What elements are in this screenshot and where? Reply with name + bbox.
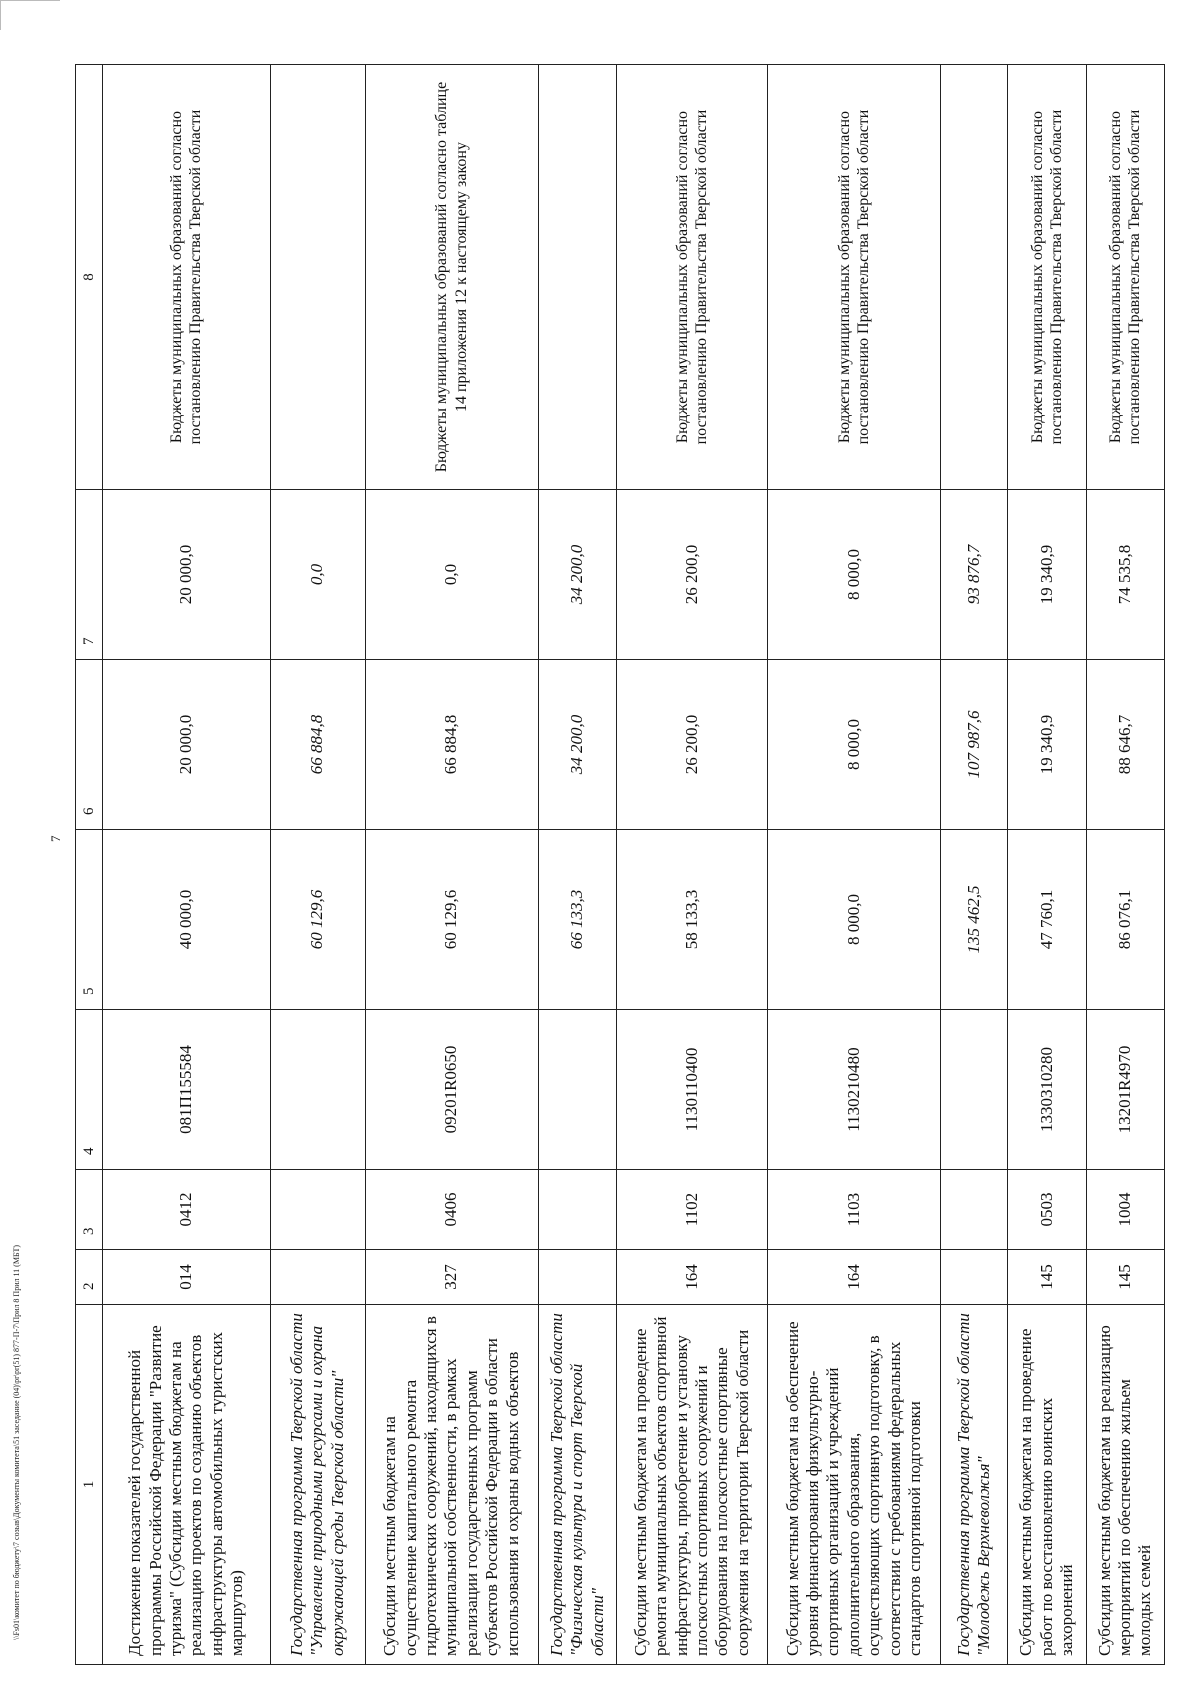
header-col5: 5 (76, 830, 103, 1010)
row-col4 (538, 1010, 616, 1170)
row-description: Субсидии местным бюджетам на реализацию мероприятий по обеспечению жильем молодых семей (1086, 1305, 1164, 1665)
row-col5: 66 133,3 (538, 830, 616, 1010)
header-col7: 7 (76, 490, 103, 660)
row-col7: 0,0 (270, 490, 365, 660)
table-row (1008, 65, 1086, 1665)
budget-table (75, 64, 1165, 1665)
table-row (617, 65, 768, 1665)
row-col2: 164 (767, 1250, 940, 1305)
row-description: Государственная программа Тверской области "Физическая культура и спорт Тверской области" (538, 1305, 616, 1665)
row-col3 (941, 1170, 1008, 1250)
row-col7: 93 876,7 (941, 490, 1008, 660)
table-row (103, 65, 271, 1665)
header-col8: 8 (76, 65, 103, 490)
row-col3: 1103 (767, 1170, 940, 1250)
row-col6: 66 884,8 (365, 660, 538, 830)
row-col2: 014 (103, 1250, 271, 1305)
row-col2 (270, 1250, 365, 1305)
row-col2: 327 (365, 1250, 538, 1305)
row-col3 (538, 1170, 616, 1250)
row-col2 (538, 1250, 616, 1305)
row-col6: 88 646,7 (1086, 660, 1164, 830)
row-col4: 09201R0650 (365, 1010, 538, 1170)
row-description: Субсидии местным бюджетам на проведение ремонта муниципальных объектов спортивной инфраструктуры, приобретение и установку плоскостных спортивных сооружений и оборудования на плоскостные спортивные сооружения на территории Тверской области (617, 1305, 768, 1665)
table-row (767, 65, 940, 1665)
table-row (270, 65, 365, 1665)
row-col7: 20 000,0 (103, 490, 271, 660)
header-col1: 1 (76, 1305, 103, 1665)
table-row (1086, 65, 1164, 1665)
header-col4: 4 (76, 1010, 103, 1170)
row-col5: 47 760,1 (1008, 830, 1086, 1010)
row-recipient (270, 65, 365, 490)
row-recipient: Бюджеты муниципальных образований согласно постановлению Правительства Тверской области (1086, 65, 1164, 490)
row-col4: 1330310280 (1008, 1010, 1086, 1170)
row-col5: 86 076,1 (1086, 830, 1164, 1010)
row-col6: 26 200,0 (617, 660, 768, 830)
row-recipient: Бюджеты муниципальных образований согласно постановлению Правительства Тверской области (103, 65, 271, 490)
row-col6: 20 000,0 (103, 660, 271, 830)
row-recipient (941, 65, 1008, 490)
row-recipient: Бюджеты муниципальных образований согласно таблице 14 приложения 12 к настоящему закону (365, 65, 538, 490)
row-col3: 0503 (1008, 1170, 1086, 1250)
row-col4: 1130110400 (617, 1010, 768, 1170)
footer-file-path: \\Fs01\комитет по бюджету\7 созыв\Документы комитета\51 заседание (04)\pr\pr(51) 877-П-7\Прил 8 Прил 11 (МБТ) (12, 1244, 21, 1640)
header-row (76, 65, 103, 1665)
row-description: Субсидии местным бюджетам на осуществление капитального ремонта гидротехнических сооружений, находящихся в муниципальной собственности, в рамках реализации государственных программ субъектов Российской Федерации в области использования и охраны водных объектов (365, 1305, 538, 1665)
row-col6: 34 200,0 (538, 660, 616, 830)
row-col7: 26 200,0 (617, 490, 768, 660)
row-col4 (941, 1010, 1008, 1170)
header-col2: 2 (76, 1250, 103, 1305)
row-col6: 66 884,8 (270, 660, 365, 830)
row-recipient: Бюджеты муниципальных образований согласно постановлению Правительства Тверской области (1008, 65, 1086, 490)
row-col3: 0412 (103, 1170, 271, 1250)
row-description: Государственная программа Тверской области "Управление природными ресурсами и охрана окружающей среды Тверской области" (270, 1305, 365, 1665)
row-col7: 8 000,0 (767, 490, 940, 660)
row-col4: 1130210480 (767, 1010, 940, 1170)
row-recipient: Бюджеты муниципальных образований согласно постановлению Правительства Тверской области (767, 65, 940, 490)
row-recipient: Бюджеты муниципальных образований согласно постановлению Правительства Тверской области (617, 65, 768, 490)
row-col3: 0406 (365, 1170, 538, 1250)
row-col2: 145 (1086, 1250, 1164, 1305)
row-col5: 8 000,0 (767, 830, 940, 1010)
row-col5: 135 462,5 (941, 830, 1008, 1010)
row-description: Субсидии местным бюджетам на обеспечение уровня финансирования физкультурно-спортивных организаций и учреждений дополнительного образования, осуществляющих спортивную подготовку, в соответствии с требованиями федеральных стандартов спортивной подготовки (767, 1305, 940, 1665)
row-col4: 081П155584 (103, 1010, 271, 1170)
row-col7: 19 340,9 (1008, 490, 1086, 660)
row-col2: 164 (617, 1250, 768, 1305)
row-col7: 74 535,8 (1086, 490, 1164, 660)
table-row (365, 65, 538, 1665)
row-description: Субсидии местным бюджетам на проведение работ по восстановлению воинских захоронений (1008, 1305, 1086, 1665)
row-col5: 58 133,3 (617, 830, 768, 1010)
row-col5: 60 129,6 (270, 830, 365, 1010)
row-col3: 1102 (617, 1170, 768, 1250)
page-number: 7 (48, 835, 63, 842)
row-col5: 40 000,0 (103, 830, 271, 1010)
row-description: Достижение показателей государственной программы Российской Федерации "Развитие туризма" (Субсидии местным бюджетам на реализацию проектов по созданию объектов инфраструктуры автомобильных туристских маршрутов) (103, 1305, 271, 1665)
row-col5: 60 129,6 (365, 830, 538, 1010)
table-row (941, 65, 1008, 1665)
row-col6: 19 340,9 (1008, 660, 1086, 830)
row-col3 (270, 1170, 365, 1250)
row-col2: 145 (1008, 1250, 1086, 1305)
row-col6: 8 000,0 (767, 660, 940, 830)
row-col2 (941, 1250, 1008, 1305)
header-col6: 6 (76, 660, 103, 830)
row-col7: 0,0 (365, 490, 538, 660)
row-recipient (538, 65, 616, 490)
rotated-table-wrapper (75, 65, 1165, 1665)
table-row (538, 65, 616, 1665)
row-col6: 107 987,6 (941, 660, 1008, 830)
row-col7: 34 200,0 (538, 490, 616, 660)
row-col4 (270, 1010, 365, 1170)
row-description: Государственная программа Тверской области "Молодежь Верхневолжья" (941, 1305, 1008, 1665)
row-col3: 1004 (1086, 1170, 1164, 1250)
header-col3: 3 (76, 1170, 103, 1250)
row-col4: 13201R4970 (1086, 1010, 1164, 1170)
